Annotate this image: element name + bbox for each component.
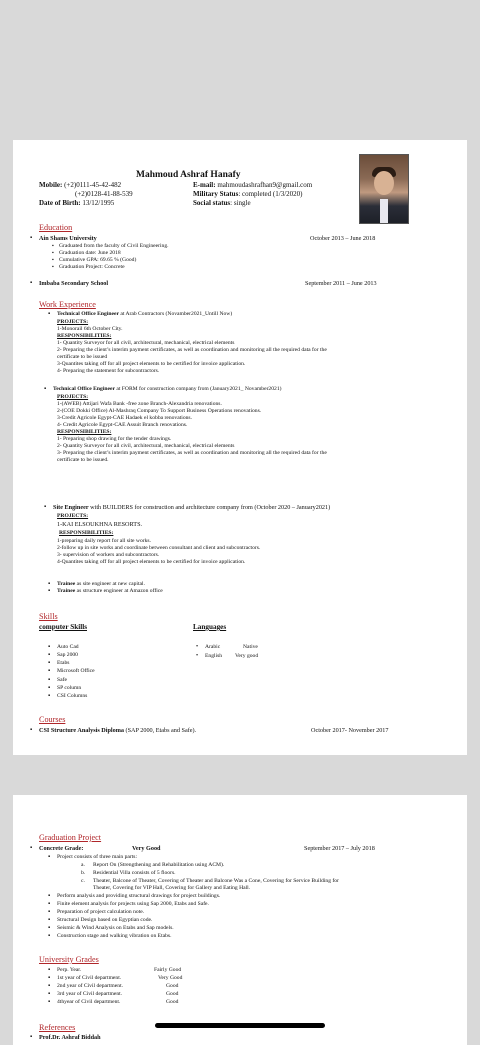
grad-part-mark: c.: [81, 878, 85, 884]
job-1-project: 1-Monorail 6th October City.: [57, 326, 123, 332]
references-heading: References: [39, 1023, 76, 1032]
job-3-project: 1-KAI ELSOUKHNA RESORTS.: [57, 521, 143, 528]
course-item: ▪ CSI Structure Analysis Diploma (SAP 2000, Etabs and Safe).: [30, 727, 197, 734]
home-indicator[interactable]: [155, 1023, 325, 1028]
grade-row-year: ▪ Perp. Year.: [48, 967, 82, 973]
computer-skill-item: ▪ SP column: [48, 685, 82, 691]
computer-skill-item: ▪ Microsoft Office: [48, 668, 95, 674]
dob-line: Date of Birth: 13/12/1995: [39, 199, 115, 207]
grade-row-year: ▪ 1st year of Civil department.: [48, 975, 122, 981]
job-2-project: 3-Credit Agricole Egypt-CAE Hadaek el kobba renovations.: [57, 415, 192, 421]
trainee-1: ▪ Trainee as site engineer at new capital.: [48, 581, 145, 587]
job-3-resp: 3- supervision of workers and subcontractors.: [57, 552, 160, 558]
grade-row-year: ▪ 3rd year of Civil department.: [48, 991, 123, 997]
job-1-resp: 4- Preparing the statement for subcontractors.: [57, 368, 160, 374]
grade-row-grade: Good: [166, 983, 179, 989]
grad-task: ▪ Preparation of project calculation note.: [48, 909, 145, 915]
job-1-resp-label: RESPONSIBILITIES:: [57, 333, 112, 339]
job-2-project: 2-(COE Dokki Office) Al-Mashraq Company To Support Business Operations renovations.: [57, 408, 262, 414]
candidate-name: Mahmoud Ashraf Hanafy: [136, 170, 241, 180]
grade-row-grade: Good: [166, 999, 179, 1005]
job-3-resp: 4-Quantites taking off for all project elements to be certified for invoice application.: [57, 559, 246, 565]
computer-skill-item: ▪ Auto Cad: [48, 644, 79, 650]
languages-heading: Languages: [193, 623, 227, 631]
job-1-resp: 2- Preparing the client’s interim payment certificates, as well as coordination and monitoring all the required data for the: [57, 347, 327, 353]
education-detail: ▪ Graduation date: June 2018: [52, 250, 121, 256]
education-heading: Education: [39, 223, 73, 232]
grade-row-year: ▪ 2nd year of Civil department.: [48, 983, 124, 989]
email-line: E-mail: mahmoudashrafhan9@gmail.com: [193, 181, 313, 189]
reference-item: ▪ Prof.Dr. Ashraf Biddah: [30, 1034, 101, 1041]
computer-skill-item: ▪ Safe: [48, 677, 67, 683]
computer-skill-item: ▪ Sap 2000: [48, 652, 78, 658]
courses-heading: Courses: [39, 715, 66, 724]
education-detail: ▪ Graduated from the faculty of Civil Engineering.: [52, 243, 169, 249]
grad-part-mark: b.: [81, 870, 86, 876]
job-2-resp: 2- Quantity Surveyor for all civil, architectural, mechanical, electrical elements: [57, 443, 235, 449]
education-school: ▪ Imbaba Secondary School: [30, 280, 109, 287]
computer-skill-item: ▪ Etabs: [48, 660, 70, 666]
grad-part: Report On (Strengthening and Rehabilitation using ACM).: [93, 862, 225, 868]
job-2-resp: certificate to be issued.: [57, 457, 109, 463]
education-school-date: September 2011 – June 2013: [305, 280, 377, 287]
graduation-project-date: September 2017 – July 2018: [304, 845, 375, 852]
skills-heading: Skills: [39, 612, 58, 621]
mobile-line: Mobile: (+2)0111-45-42-482: [39, 181, 122, 189]
job-3-title: ▪ Site Engineer with BUILDERS for construction and architecture company from (October 2020 – January2021): [44, 504, 331, 511]
education-detail: ▪ Graduation Project: Concrete: [52, 264, 125, 270]
language-item: • Arabic: [196, 644, 221, 650]
grade-row-year: ▪ 4thyear of Civil department.: [48, 999, 121, 1005]
trainee-2: ▪ Trainee as structure engineer at Amazon office: [48, 588, 163, 594]
computer-skills-heading: computer Skills: [39, 623, 87, 631]
education-university-date: October 2013 – June 2018: [310, 235, 376, 242]
graduation-project-heading: Graduation Project: [39, 833, 102, 842]
computer-skill-item: ▪ CSI Columns: [48, 693, 88, 699]
social-line: Social status: single: [193, 199, 251, 207]
grad-task: ▪ Finite element analysis for projects using Sap 2000, Etabs and Safe.: [48, 901, 209, 907]
job-3-resp-label: RESPONSIBILITIES:: [59, 530, 114, 536]
job-1-resp: 1- Quantity Surveyor for all civil, architectural, mechanical, electrical elements: [57, 340, 235, 346]
grade-row-grade: Very Good: [158, 975, 183, 981]
job-2-project: 4- Credit Agricole Egypt-CAE Assuit Branch renovations.: [57, 422, 188, 428]
grad-task: ▪ Construction stage and walking vibration on Etabs.: [48, 933, 172, 939]
grad-task: ▪ Seismic & Wind Analysis on Etabs and Sap models.: [48, 925, 174, 931]
university-grades-heading: University Grades: [39, 955, 99, 964]
grad-part: Theater, Covering for VIP Hall, Covering for Gallery and Eating Hall.: [93, 885, 251, 891]
job-1-resp: 3-Quantites taking off for all project elements to be certified for invoice application.: [57, 361, 246, 367]
grade-row-grade: Good: [166, 991, 179, 997]
resume-page-2: [13, 795, 467, 1045]
grad-task: ▪ Perform analysis and providing structural drawings for project buildings.: [48, 893, 221, 899]
job-1-projects-label: PROJECTS:: [57, 319, 89, 325]
language-level: Native: [243, 644, 258, 650]
military-line: Military Status: completed (1/3/2020): [193, 190, 303, 198]
grade-row-grade: Fairly Good: [154, 967, 182, 973]
job-2-resp: 3- Preparing the client’s interim payment certificates, as well as coordination and monitoring all the required data for the: [57, 450, 327, 456]
education-detail: ▪ Cumulative GPA: 69.65 % (Good): [52, 257, 137, 263]
grad-task: ▪ Structural Design based on Egyptian code.: [48, 917, 153, 923]
job-2-resp: 1- Preparing shop drawing for the tender drawings.: [57, 436, 172, 442]
mobile-line-2: (+2)0128-41-88-539: [75, 190, 133, 198]
course-date: October 2017- November 2017: [311, 727, 389, 734]
education-university: ▪ Ain Shams University: [30, 235, 97, 242]
language-level: Very good: [235, 653, 259, 659]
concrete-grade-label: ▪ Concrete Grade:: [30, 845, 84, 852]
job-1-title: ▪ Technical Office Engineer at Arab Contractors (Novamber2021_Untill Now): [48, 311, 233, 317]
job-3-resp: 2-follow up in site works and coordinate between consultant and client and subcontractors.: [57, 545, 261, 551]
job-2-projects-label: PROJECTS:: [57, 394, 89, 400]
grad-part: Theater, Balcone of Theater, Covering of Theater and Balcone Was a Cone, Covering for Service Building for: [93, 878, 339, 884]
grad-intro: ▪ Project consists of three main parts:: [48, 854, 138, 860]
job-2-title: ▪ Technical Office Engineer at FORM for construction company from (January2021_ Novamber2021): [44, 386, 282, 392]
grad-part-mark: a.: [81, 862, 85, 868]
job-1-resp: certificate to be issued: [57, 354, 108, 360]
profile-photo: [359, 154, 409, 224]
job-3-projects-label: PROJECTS:: [57, 513, 89, 519]
job-2-project: 1-(AWEB) Attijari Wafa Bank -free zone Branch-Alexandria renovations.: [57, 401, 222, 407]
concrete-grade-value: Very Good: [132, 845, 161, 852]
language-item: • English: [196, 653, 223, 659]
resume-page-1: [13, 140, 467, 755]
work-heading: Work Experience: [39, 300, 96, 309]
job-3-resp: 1-preparing daily report for all site works.: [57, 538, 151, 544]
grad-part: Residential Villa consists of 5 floors.: [93, 870, 176, 876]
job-2-resp-label: RESPONSIBILITIES:: [57, 429, 112, 435]
